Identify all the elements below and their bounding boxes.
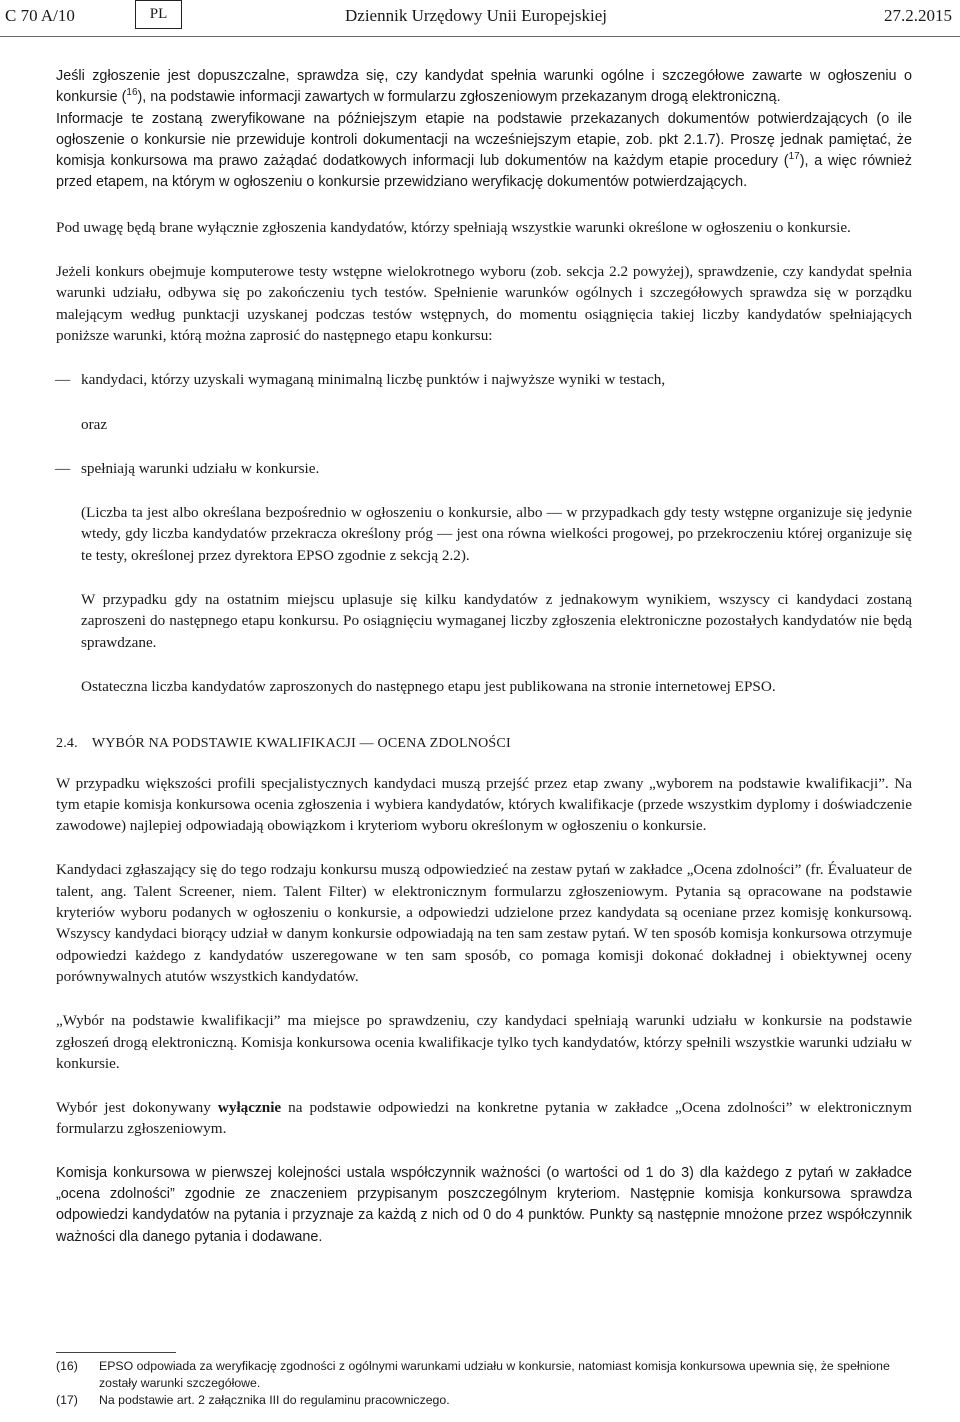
paragraph-selection-basis (56, 1097, 912, 1140)
paragraph-applications-considered: Pod uwagę będą brane wyłącznie zgłoszenia kandydatów, którzy spełniają wszystkie warunki określone w ogłoszeniu o konkursie. (56, 218, 851, 236)
footnote-text: Na podstawie art. 2 załącznika III do regulaminu pracowniczego. (99, 1393, 450, 1407)
paragraph-selection-intro: W przypadku większości profili specjalistycznych kandydaci muszą przejść przez etap zwany „wyborem na podstawie kwalifikacji”. Na tym etapie komisja konkursowa ocenia zgłoszenia i wybiera kandydatów, których kwalifikacje (przede wszystkim dyplomy i doświadczenie zawodowe) najlepiej odpowiadają obowiązkom i kryteriom wyboru określonym w ogłoszeniu o konkursie. (56, 774, 912, 835)
dash-bullet: — (55, 371, 71, 389)
footnote-ref-16[interactable]: 16 (126, 87, 138, 99)
text-run: ), a więc również przed etapem, na którym w ogłoszeniu o konkursie przewidziano weryfikację dokumentów potwierdzających. (56, 153, 912, 191)
section-heading (56, 733, 912, 754)
document-body (56, 66, 912, 1248)
text-run: ), na podstawie informacji zawartych w formularzu zgłoszeniowym przekazanym drogą elektroniczną. (137, 89, 781, 106)
emphasis-text: wyłącznie (217, 1099, 282, 1117)
footnote-number: (17) (56, 1393, 78, 1407)
footnote-16 (56, 1358, 912, 1392)
paragraph-number-note: (Liczba ta jest albo określana bezpośrednio w ogłoszeniu o konkursie, albo — w przypadkach gdy testy wstępne organizuje się jedynie wtedy, gdy liczba kandydatów przekracza określony próg — jest ona równa wielkości progowej, po przekroczeniu której organizuje się te testy, określonej przez dyrektora EPSO zgodnie z sekcją 2.2). (81, 504, 912, 564)
footnotes (56, 1358, 912, 1409)
page-header (0, 0, 960, 50)
publication-date: 27.2.2015 (884, 6, 952, 25)
list-item-text: spełniają warunki udziału w konkursie. (81, 459, 320, 477)
list-item-text: kandydaci, którzy uzyskali wymaganą minimalną liczbę punktów i najwyższe wyniki w testach, (81, 371, 666, 389)
paragraph-weighting: Komisja konkursowa w pierwszej kolejności ustala współczynnik ważności (o wartości od 1 do 3) dla każdego z pytań w zakładce „ocena zdolności” zgodnie ze znaczeniem przypisanym poszczególnym kryteriom. Następnie komisja konkursowa sprawdza odpowiedzi kandydatów na pytania i przyznaje za każdą z nich od 0 do 4 punktów. Punkty są następnie mnożone przez współczynnik ważności dla danego pytania i dodawane. (56, 1164, 912, 1245)
series-page-label: C 70 A/10 (5, 6, 75, 25)
footnote-ref-17[interactable]: 17 (788, 151, 800, 163)
paragraph-computer-tests: Jeżeli konkurs obejmuje komputerowe testy wstępne wielokrotnego wyboru (zob. sekcja 2.2 powyżej), sprawdzenie, czy kandydat spełnia warunki udziału, odbywa się po zakończeniu tych testów. Spełnienie warunków ogólnych i szczegółowych sprawdza się w porządku malejącym według punktacji uzyskanej podczas testów wstępnych, do momentu osiągnięcia takiej liczby kandydatów spełniających poniższe warunki, którą można zaprosić do następnego etapu konkursu: (56, 263, 912, 344)
language-badge: PL (135, 0, 182, 29)
dash-bullet: — (55, 459, 71, 477)
section-title: WYBÓR NA PODSTAWIE KWALIFIKACJI — OCENA ZDOLNOŚCI (91, 736, 511, 752)
header-divider (0, 36, 960, 37)
section-number: 2.4. (56, 736, 78, 752)
paragraph-eligibility-check (56, 66, 912, 194)
paragraph-tie-rule: W przypadku gdy na ostatnim miejscu uplasuje się kilku kandydatów z jednakowym wynikiem, wszyscy ci kandydaci zostaną zaproszeni do następnego etapu konkursu. Po osiągnięciu wymaganej liczby zgłoszenia elektroniczne pozostałych kandydatów nie będą sprawdzane. (81, 591, 912, 651)
text-run: Jeśli zgłoszenie jest dopuszczalne, sprawdza się, czy kandydat spełnia warunki ogólne i szczegółowe zawarte w ogłoszeniu o konkursie ( (56, 68, 912, 106)
paragraph-selection-timing: „Wybór na podstawie kwalifikacji” ma miejsce po sprawdzeniu, czy kandydaci spełniają warunki udziału w konkursie na podstawie zgłoszeń drogą elektroniczną. Komisja konkursowa ocenia kwalifikacje tylko tych kandydatów, którzy spełnili wszystkie warunki udziału w konkursie. (56, 1012, 912, 1072)
conjunction-oraz: oraz (81, 415, 108, 433)
text-run: Informacje te zostaną zweryfikowane na późniejszym etapie na podstawie przekazanych dokumentów potwierdzających (o ile ogłoszenie o konkursie nie przewiduje kontroli dokumentacji na wcześniejszym etapie, zob. pkt 2.1.7). Proszę jednak pamiętać, że komisja konkursowa ma prawo zażądać dodatkowych informacji lub dokumentów na każdym etapie procedury ( (56, 110, 912, 170)
paragraph-talent-screener: Kandydaci zgłaszający się do tego rodzaju konkursu muszą odpowiedzieć na zestaw pytań w zakładce „Ocena zdolności” (fr. Évaluateur de talent, ang. Talent Screener, niem. Talent Filter) w elektronicznym formularzu zgłoszeniowym. Pytania są opracowane na podstawie kryteriów wyboru podanych w ogłoszeniu o konkursie, a odpowiedzi udzielone przez kandydata są oceniane przez komisję konkursową. Wszyscy kandydaci biorący udział w danym konkursie odpowiadają na ten sam zestaw pytań. W ten sposób komisja konkursowa otrzymuje odpowiedzi każdego z kandydatów uszeregowane w ten sam sposób, co pomaga komisji dokonać dokładnej i obiektywnej oceny porównywalnych atutów wszystkich kandydatów. (56, 861, 912, 985)
list-item (56, 458, 912, 479)
footnote-divider (56, 1352, 176, 1353)
footnote-text: EPSO odpowiada za weryfikację zgodności z ogólnymi warunkami udziału w konkursie, natomiast komisja konkursowa upewnia się, że spełnione zostały warunki szczegółowe. (99, 1359, 890, 1390)
footnote-17 (56, 1392, 912, 1409)
footnote-number: (16) (56, 1359, 78, 1373)
list-item (56, 369, 912, 390)
journal-title: Dziennik Urzędowy Unii Europejskiej (345, 6, 608, 25)
text-run: na podstawie odpowiedzi na konkretne pytania w zakładce „Ocena zdolności” w elektronicznym formularzu zgłoszeniowym. (56, 1099, 912, 1138)
text-run: Wybór jest dokonywany (56, 1099, 218, 1117)
paragraph-final-number: Ostateczna liczba kandydatów zaproszonych do następnego etapu jest publikowana na stronie internetowej EPSO. (81, 677, 776, 695)
